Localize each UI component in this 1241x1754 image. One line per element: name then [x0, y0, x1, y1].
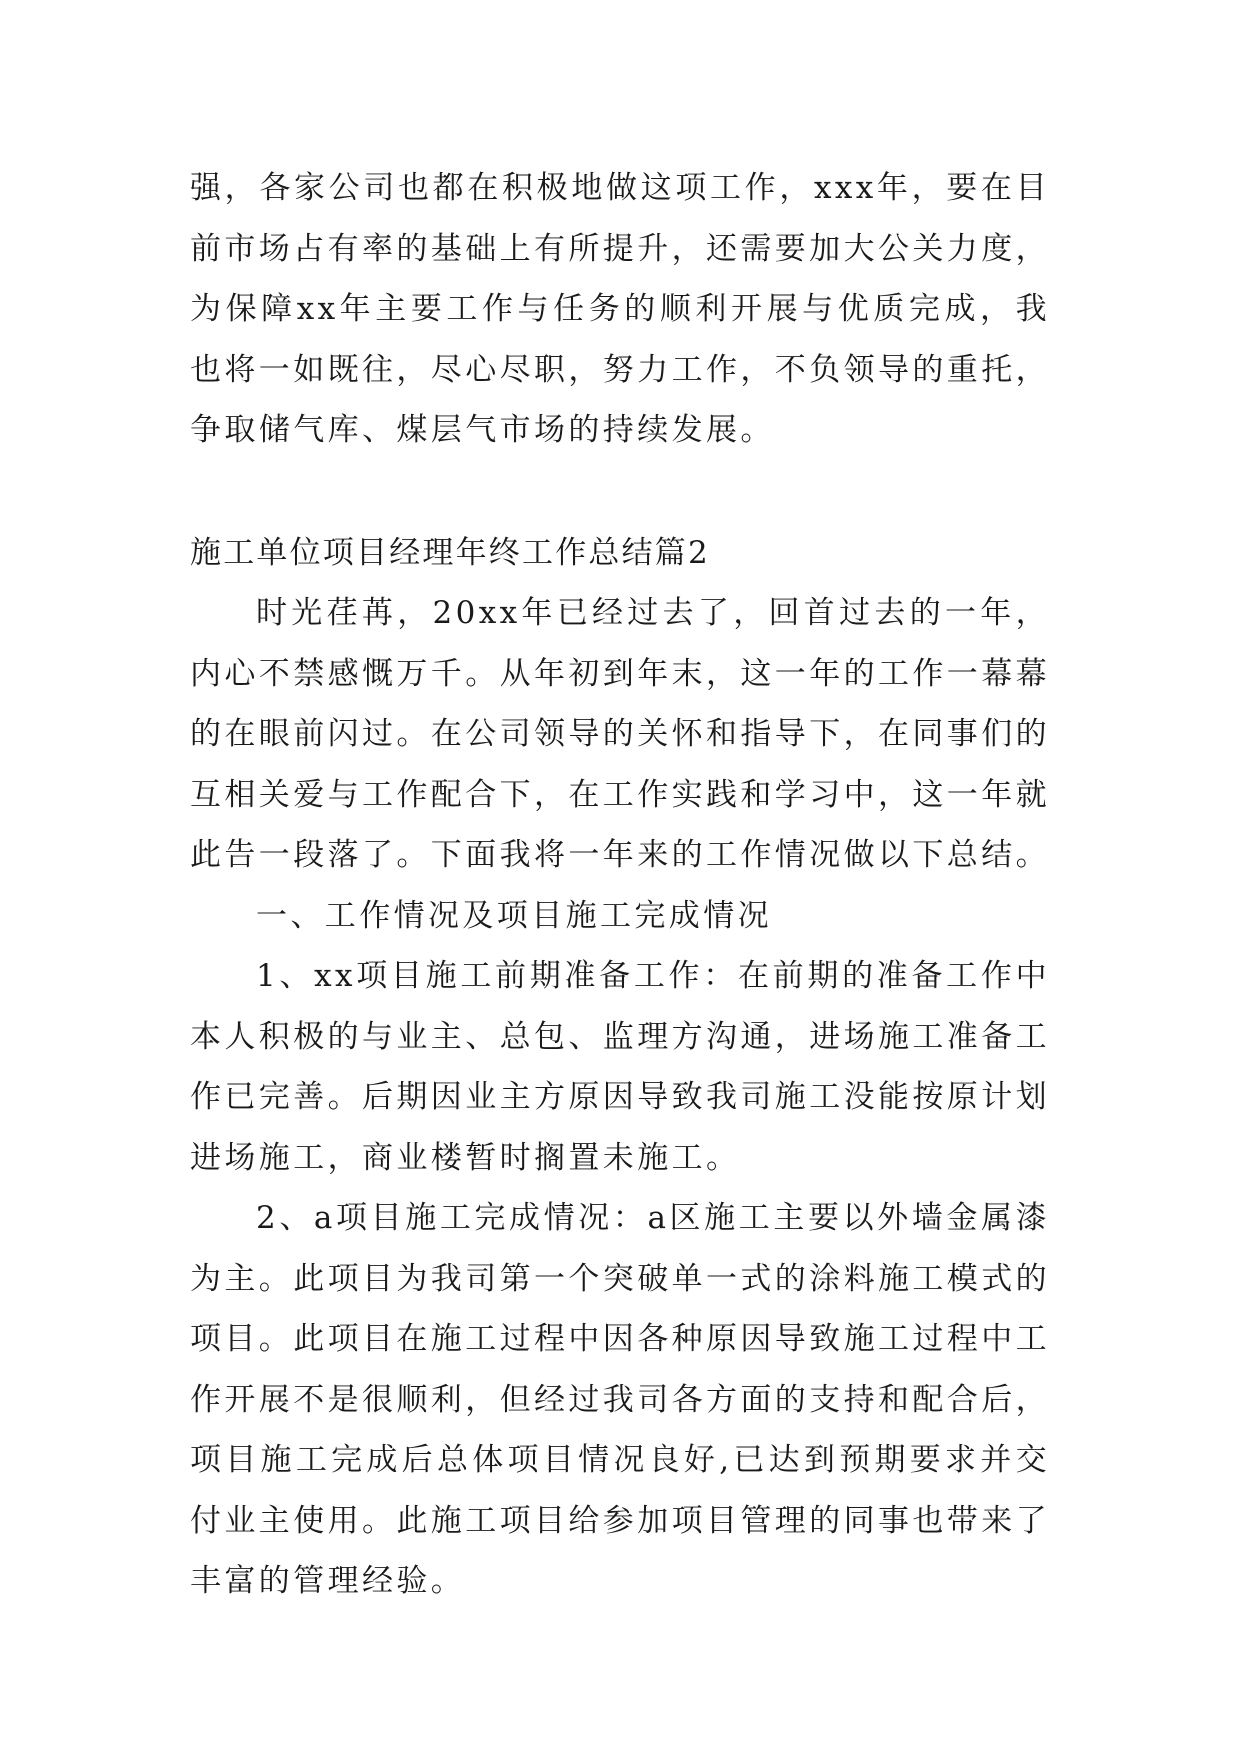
paragraph-intro: 时光荏苒，20xx年已经过去了，回首过去的一年，内心不禁感慨万千。从年初到年末，这一年的工作一幕幕的在眼前闪过。在公司领导的关怀和指导下，在同事们的互相关爱与工作配合下，在工作实践和学习中，这一年就此告一段落了。下面我将一年来的工作情况做以下总结。 — [190, 595, 1050, 873]
paragraph-continued: 强，各家公司也都在积极地做这项工作，xxx年，要在目前市场占有率的基础上有所提升，还需要加大公关力度，为保障xx年主要工作与任务的顺利开展与优质完成，我也将一如既往，尽心尽职，努力工作，不负领导的重托，争取储气库、煤层气市场的持续发展。 — [190, 170, 1050, 448]
section-heading: 施工单位项目经理年终工作总结篇2 — [190, 534, 710, 571]
paragraph-item-2: 2、a项目施工完成情况：a区施工主要以外墙金属漆为主。此项目为我司第一个突破单一式的涂料施工模式的项目。此项目在施工过程中因各种原因导致施工过程中工作开展不是很顺利，但经过我司各方面的支持和配合后，项目施工完成后总体项目情况良好,已达到预期要求并交付业主使用。此施工项目给参加项目管理的同事也带来了丰富的管理经验。 — [190, 1200, 1050, 1599]
document-body — [190, 158, 1050, 1612]
subheading-work-status: 一、工作情况及项目施工完成情况 — [256, 897, 772, 934]
paragraph-item-1: 1、xx项目施工前期准备工作：在前期的准备工作中本人积极的与业主、总包、监理方沟通，进场施工准备工作已完善。后期因业主方原因导致我司施工没能按原计划进场施工，商业楼暂时搁置未施工。 — [190, 958, 1050, 1176]
